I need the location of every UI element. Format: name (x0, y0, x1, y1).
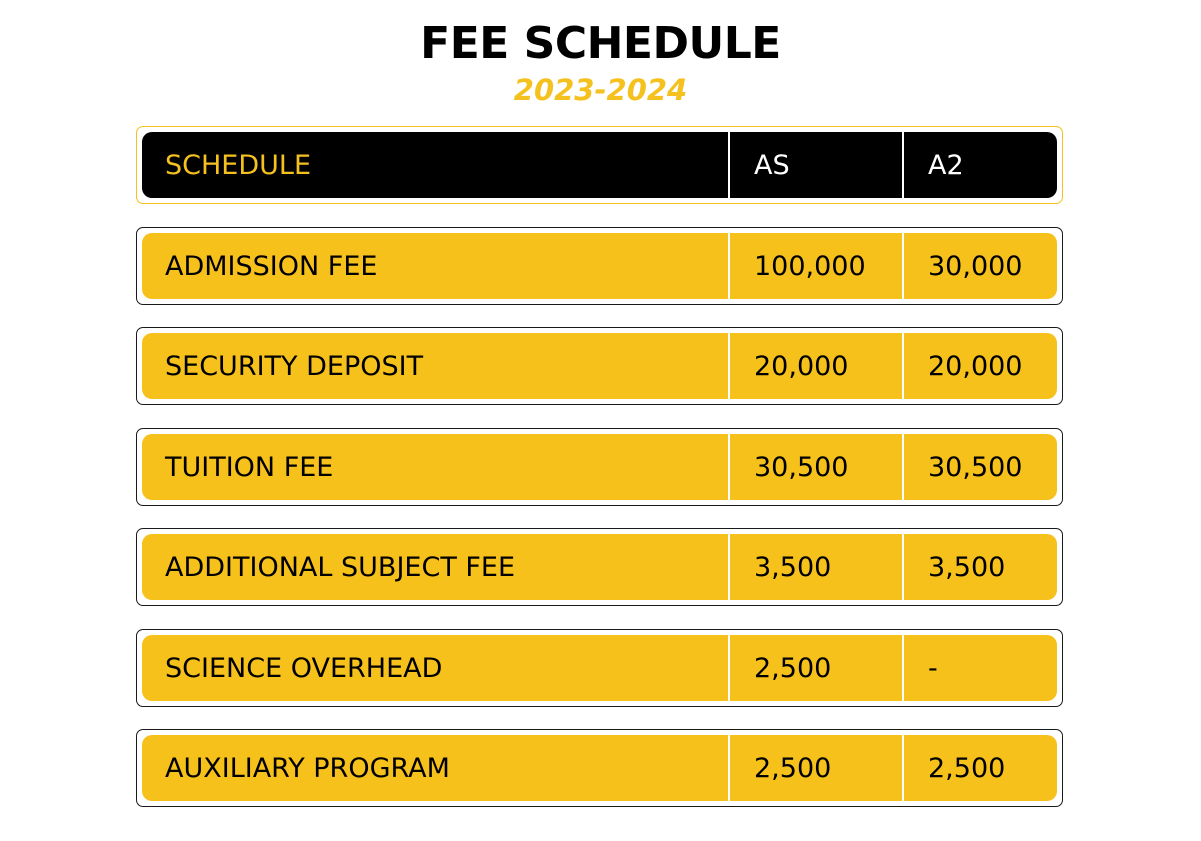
row-a2-value: 20,000 (902, 333, 1057, 399)
row-a2-value: 3,500 (902, 534, 1057, 600)
row-as-value: 3,500 (728, 534, 902, 600)
table-row-bar (142, 534, 1057, 600)
page-title: FEE SCHEDULE (420, 18, 781, 69)
row-as-value: 20,000 (728, 333, 902, 399)
row-as-value: 30,500 (728, 434, 902, 500)
table-row (136, 629, 1063, 707)
row-as-value: 100,000 (728, 233, 902, 299)
row-label: SECURITY DEPOSIT (165, 350, 424, 382)
table-row (136, 729, 1063, 807)
row-label: TUITION FEE (165, 451, 334, 483)
header-schedule: SCHEDULE (165, 149, 312, 181)
row-a2-value: 30,500 (902, 434, 1057, 500)
row-label: ADDITIONAL SUBJECT FEE (165, 551, 516, 583)
row-a2-value: 2,500 (902, 735, 1057, 801)
row-as-value: 2,500 (728, 735, 902, 801)
header-as: AS (728, 132, 902, 198)
table-row-bar (142, 333, 1057, 399)
table-row (136, 327, 1063, 405)
table-row (136, 227, 1063, 305)
table-row-bar (142, 635, 1057, 701)
table-row-bar (142, 233, 1057, 299)
row-a2-value: 30,000 (902, 233, 1057, 299)
row-label: ADMISSION FEE (165, 250, 378, 282)
page-subtitle-year: 2023-2024 (513, 73, 688, 107)
header-a2: A2 (902, 132, 1057, 198)
table-header-row (136, 126, 1063, 204)
row-as-value: 2,500 (728, 635, 902, 701)
table-header-bar (142, 132, 1057, 198)
row-label: SCIENCE OVERHEAD (165, 652, 443, 684)
table-row (136, 528, 1063, 606)
table-row-bar (142, 735, 1057, 801)
table-row-bar (142, 434, 1057, 500)
row-a2-value: - (902, 635, 1057, 701)
table-row (136, 428, 1063, 506)
row-label: AUXILIARY PROGRAM (165, 752, 450, 784)
